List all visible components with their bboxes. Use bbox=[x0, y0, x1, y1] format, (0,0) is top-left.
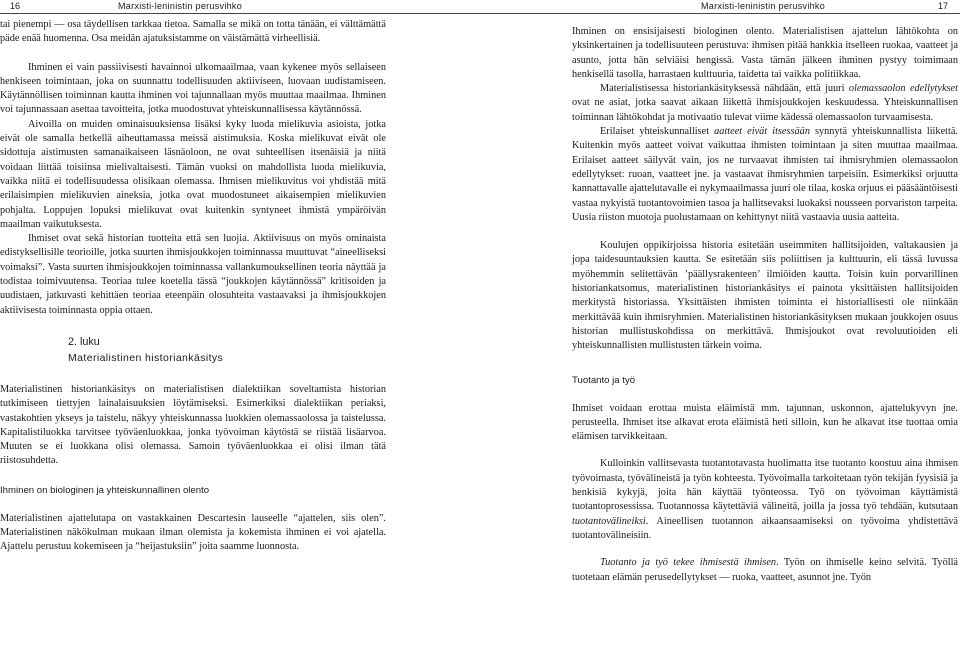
running-head: Marxisti-leninistin perusvihko bbox=[118, 1, 243, 11]
subheading: Ihminen on biologinen ja yhteiskunnallinen olento bbox=[0, 484, 210, 496]
section-title: Materialistinen historiankäsitys bbox=[68, 351, 224, 364]
running-head: Marxisti-leninistin perusvihko bbox=[701, 1, 826, 11]
paragraph: Ihmiset voidaan erottaa muista eläimistä mm. tajunnan, uskonnon, ajattelukyvyn jne. perusteella. Ihmiset itse alkavat erota eläimistä heti silloin, kun he alkavat itse tuottaa omia elämisen tarvikkeitaan. bbox=[572, 402, 958, 443]
subheading: Tuotanto ja työ bbox=[572, 374, 636, 386]
page-number: 16 bbox=[10, 1, 21, 11]
paragraph bbox=[572, 125, 958, 225]
paragraph: Aivoilla on muiden ominaisuuksiensa lisäksi kyky luoda mielikuvia asioista, jotka eivät ole samalla hetkellä aiheuttamassa meissä aistimuksia. Koska mielikuvat eivät ole sidottuja aistimusten samanaikaiseen läsnäoloon, ne ovat suhteellisen itsenäisiä ja niitä voidaan liittää toisiinsa mielivaltaisesti. Tämän vuoksi on mahdollista luoda mielikuvia, vaikka niitä ei todellisuudessa olisikaan olemassa. Ihmisen mielikuvitus voi yhdistää mitä erilaisimpien mielikuvien aineksia, jotka ovat muodostuneet aikaisempien mielikuvien pohjalta. Loppujen lopuksi mielikuvat ovat kuitenkin syntyneet ihmistä ympäröivän maailman vaikutuksesta. bbox=[0, 118, 386, 230]
paragraph: Ihminen ei vain passiivisesti havainnoi ulkomaailmaa, vaan kykenee myös sellaiseen henkiseen toimintaan, joka on suunnattu todellisuuden aktiiviseen, luovaan uudistamiseen. Käytännöllisen toiminnan kautta ihminen voi tajunnallaan myös muuttaa maailmaa. Ihminen voi tajunnassaan asettaa tavoitteita, jotka muodostuvat yhteiskunnallisessa käytännössä. bbox=[0, 61, 386, 116]
intro-paragraph: tai pienempi — osa täydellisen tarkkaa tietoa. Samalla se mikä on totta tänään, ei välttämättä päde enää huomenna. Osa meidän ajatuksistamme on väistämättä virheellisiä. bbox=[0, 19, 386, 45]
text-run: ovat ne asiat, jotka saavat aikaan liikettä ihmisjoukkojen keskuudessa. Yhteiskunnallisen toiminnan lähtökohdat ja motivaatio tulevat viime kädessä olemassaolon turvaamisesta. bbox=[572, 97, 958, 123]
section-number: 2. luku bbox=[68, 335, 100, 348]
paragraph: Ihminen on ensisijaisesti biologinen olento. Materialistisen ajattelun lähtökohta on yksinkertainen ja todellisuuteen perustuva: ihmisen pitää hankkia itselleen ruokaa, vaatteet ja asunto, jotta hän selviäisi hengissä. Vasta tämän jälkeen ihminen pystyy toimimaan henkisellä tasolla, harrastaen kulttuuria, taidetta tai vaikka politiikkaa. bbox=[572, 26, 958, 80]
paragraph bbox=[572, 82, 958, 125]
header-rule bbox=[480, 13, 960, 14]
emphasis: aatteet eivät itsessään bbox=[714, 126, 810, 138]
right-page bbox=[480, 0, 960, 651]
left-column bbox=[0, 18, 386, 555]
text-run: Kulloinkin vallitsevasta tuotantotavasta huolimatta itse tuotanto koostuu aina ihmisen työvoimasta, työvälineistä ja työn kohteesta. Työvoimalla tarkoitetaan työn tekijän fyysisiä ja henkisiä kykyjä, joita hän käyttää työnteossa. Työ on työvoiman käyttämistä tuotantoprosessissa. Tuotannossa käytettäviä välineitä, joilla ja jossa työ tehdään, kutsutaan bbox=[572, 458, 958, 513]
right-column bbox=[572, 25, 958, 585]
right-page-header bbox=[480, 0, 960, 14]
paragraph: Materialistinen ajattelutapa on vastakkainen Descartesin lauseelle “ajattelen, siis olen”. Materialistinen näkökulman mukaan ilman olemista ja kokemista ihminen ei voi ajatella. Ajattelu perustuu kokemiseen ja “heijastuksiin” joita saamme luonnosta. bbox=[0, 512, 386, 553]
page-number: 17 bbox=[938, 1, 949, 11]
paragraph bbox=[572, 556, 958, 585]
paragraph bbox=[572, 457, 958, 543]
emphasis: Tuotanto ja työ tekee ihmisestä ihmisen bbox=[600, 557, 777, 569]
header-rule bbox=[0, 13, 480, 14]
emphasis: tuotantovälineiksi bbox=[572, 515, 646, 527]
text-run: Materialistisessa historiankäsityksessä nähdään, että juuri bbox=[600, 83, 849, 95]
text-run: synnytä yhteiskunnallista liikettä. Kuitenkin myös aatteet voivat vaikuttaa ihmisten toimintaan ja siten muuttaa maailmaa. Erilaiset aatteet säilyvät vain, jos ne turvaavat ihmisten tai ihmisryhmien olemassaolon edellytykset: ruoan, vaatteet jne. ja vastaavat ihmisryhmien tarpeisiin. Esimerkiksi orjuutta kannattavalle ajattelutavalle ei nykymaailmassa juuri ole tilaa, koska orjuus ei pääsääntöisesti vastaa nykyistä tuotantovoimien tasoa ja hallitsevaksi luokaksi nousseen porvariston tarpeita. Uusia riiston muotoja puolustamaan on kehittynyt niitä vastaavia uusia aatteita. bbox=[572, 126, 959, 223]
paragraph-gap bbox=[0, 47, 386, 61]
paragraph: Ihmiset ovat sekä historian tuotteita että sen luojia. Aktiivisuus on myös ominaista edistyksellisille teorioille, jotka suurten ihmisjoukkojen toiminnassa muuttuvat “aineelliseksi voimaksi”. Vasta suurten ihmisjoukkojen toiminnassa vallankumouksellinen teoria näyttää ja todistaa toimivuutensa. Teoriaa tulee koetella tässä “joukkojen käytännössä” kritisoiden ja uudistaen, jatkuvasti kehittäen teoriaa eteenpäin olosuhteita vastaavaksi ja ihmisjoukkojen aktiivisesta toiminnasta oppia ottaen. bbox=[0, 233, 386, 316]
paragraph: Koulujen oppikirjoissa historia esitetään useimmiten hallitsijoiden, valtakausien ja jopa taidesuuntauksien kautta. Se esitetään siis poliittisen ja kulttuurin, eli tässä luvussa myöhemmin selitettävän ’päällysrakenteen’ ilmiöiden kautta. Toisin kuin porvarillinen historiankatsomus, materialistinen historiankäsitys ei painota yksittäisten hallitsijoiden merkitystä historiassa. Yksittäisten ihmisten toiminta ei historiallisesti ole niinkään merkittävää kuin ihmisryhmien. Materialistinen historiankäsityksen mukaan joukkojen osuus historian mullistuskohdissa on merkittävä. Ihmisjoukot ovat revoluutioiden eli yhteiskunnallisten mullistusten tärkein voima. bbox=[572, 240, 958, 352]
paragraph-gap bbox=[572, 225, 958, 239]
paragraph: Materialistinen historiankäsitys on materialistisen dialektiikan soveltamista historian tutkimiseen tiettyjen lainalaisuuksien löytämiseksi. Esimerkiksi dialektiikan periaksi, vastakohtien ykseys ja taistelu, näkyy yhteiskunnassa luokkien olemassaolossa ja taistelussa. Kapitalistiluokka tarvitsee työväenluokkaa, jonka työvoiman käytöstä se riistää lisäarvoa. Muuten se ei luokkana olisi olemassa. Samoin työväenluokkaa ei olisi ilman tätä riistosuhdetta. bbox=[0, 383, 386, 467]
text-run: Erilaiset yhteiskunnalliset bbox=[600, 126, 715, 138]
paragraph-gap bbox=[572, 543, 958, 556]
emphasis: olemassaolon edellytykset bbox=[848, 83, 958, 95]
text-run: . Aineellisen tuotannon aikaansaamiseksi on työvoima yhdistettävä tuotantovälineisiin. bbox=[572, 515, 958, 541]
paragraph-gap bbox=[572, 444, 958, 457]
text-run: . Työn on ihmiselle keino selvitä. Työllä tuotetaan elämän perusedellytykset — ruoka, vaatteet, asunnot jne. Työn bbox=[572, 557, 959, 583]
left-page-header bbox=[0, 0, 480, 14]
